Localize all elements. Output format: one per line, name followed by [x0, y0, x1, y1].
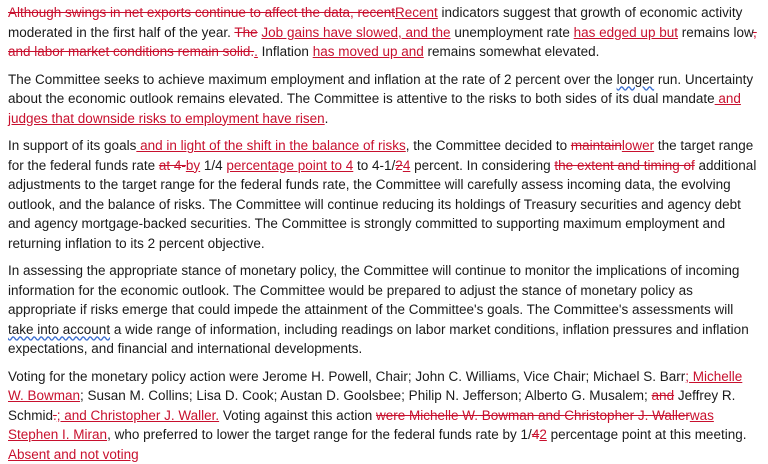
deleted-text: and labor market conditions remain solid.: [8, 44, 254, 59]
text-run: In assessing the appropriate stance of monetary policy, the Committee will continue to monitor the implications of incoming information for the economic outlook. The Committee would be prepared to adjust the stance of monetary policy as appropriate if risks emerge that could impede the attainment of the Committee's goals. The Committee's assessments will: [8, 263, 739, 317]
paragraph-policy-assessment: [8, 261, 760, 359]
text-run: additional adjustments to the target range for the federal funds rate, the Committee will carefully assess incoming data, the evolving outlook, and the balance of risks. The Committee will continue reducing its holdings of Treasury securities and agency debt and agency mortgage-backed securities. The Committee is strongly committed to supporting maximum employment and returning inflation to its 2 percent objective.: [8, 158, 756, 251]
spelling-flagged-text: take into account: [8, 322, 110, 337]
inserted-text: Job gains have slowed, and the: [261, 25, 450, 40]
deleted-text: were Michelle W. Bowman and Christopher J. Waller: [376, 408, 690, 423]
paragraph-committee-goals: [8, 70, 760, 129]
text-run: Jeffrey R. Schmid: [8, 388, 735, 423]
inserted-text: lower: [622, 138, 654, 153]
text-run: Inflation: [258, 44, 313, 59]
inserted-text: and judges that downside risks to employment have risen: [8, 91, 741, 126]
inserted-text: .: [254, 44, 258, 59]
paragraph-economic-activity: [8, 3, 760, 62]
inserted-text: was Stephen I. Miran: [8, 408, 714, 443]
text-run: percentage point at this meeting.: [547, 427, 747, 442]
text-run: to 4-1/: [353, 158, 395, 173]
text-run: unemployment rate: [451, 25, 574, 40]
inserted-text: 4: [403, 158, 411, 173]
text-run: run. Uncertainty about the economic outlook remains elevated. The Committee is attentive to the risks to both sides of its dual mandate: [8, 72, 753, 107]
text-run: remains low: [678, 25, 753, 40]
paragraph-voting-record: [8, 367, 760, 464]
text-run: Voting against this action: [219, 408, 376, 423]
inserted-text: percentage point to 4: [226, 158, 353, 173]
inserted-text: ; and Christopher J. Waller.: [57, 408, 219, 423]
text-run: , the Committee decided to: [406, 138, 571, 153]
deleted-text: Although swings in net exports continue to affect the data, recent: [8, 5, 395, 20]
inserted-text: has moved up and: [313, 44, 424, 59]
inserted-text: ; Michelle W. Bowman: [8, 369, 742, 404]
text-run: ; Susan M. Collins; Lisa D. Cook; Austan D. Goolsbee; Philip N. Jefferson; Alberto G. Musalem;: [80, 388, 652, 403]
text-run: a wide range of information, including readings on labor market conditions, inflation pressures and inflation expectations, and financial and international developments.: [8, 322, 749, 357]
deleted-text: 4: [532, 427, 540, 442]
inserted-text: and in light of the shift in the balance of risks: [136, 138, 405, 153]
deleted-text: maintain: [571, 138, 622, 153]
text-run: remains somewhat elevated.: [424, 44, 600, 59]
inserted-text: Recent: [395, 5, 438, 20]
text-run: the target range for the federal funds rate: [8, 138, 753, 173]
deleted-text: at 4-: [159, 158, 186, 173]
text-run: .: [325, 111, 329, 126]
text-run: Voting for the monetary policy action were Jerome H. Powell, Chair; John C. Williams, Vice Chair; Michael S. Barr: [8, 369, 685, 384]
inserted-text: Absent and not voting: [8, 447, 139, 462]
text-run: 1/4: [200, 158, 226, 173]
deleted-text: 2: [395, 158, 403, 173]
deleted-text: The: [234, 25, 257, 40]
deleted-text: the extent and timing of: [554, 158, 694, 173]
text-run: percent. In considering: [410, 158, 554, 173]
deleted-text: ,: [753, 25, 757, 40]
spelling-flagged-text: longer: [617, 72, 655, 87]
paragraph-policy-decision: [8, 136, 760, 253]
text-run: In support of its goals: [8, 138, 136, 153]
inserted-text: by: [186, 158, 200, 173]
deleted-text: .: [53, 408, 57, 423]
deleted-text: and: [652, 388, 675, 403]
inserted-text: has edged up but: [574, 25, 678, 40]
text-run: indicators suggest that growth of economic activity moderated in the first half of the year.: [8, 5, 742, 40]
text-run: , who preferred to lower the target range for the federal funds rate by 1/: [107, 427, 532, 442]
text-run: The Committee seeks to achieve maximum employment and inflation at the rate of 2 percent over the: [8, 72, 617, 87]
inserted-text: 2: [539, 427, 547, 442]
